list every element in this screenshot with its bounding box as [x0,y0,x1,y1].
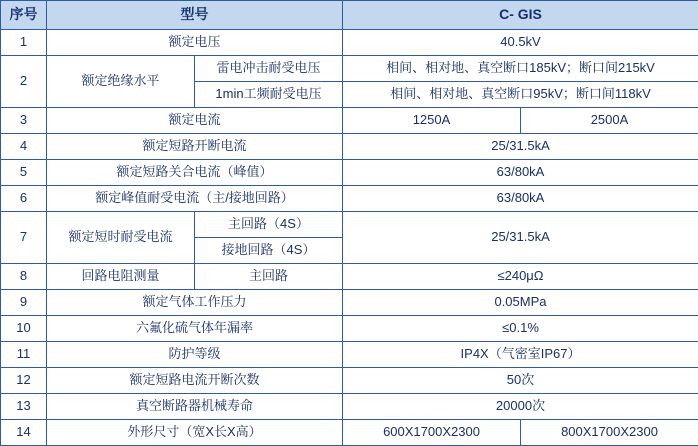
row-value: 相间、相对地、真空断口185kV；断口间215kV [343,56,698,82]
row-label: 额定短路电流开断次数 [47,368,343,394]
table-row [1,290,698,316]
table-row [1,134,698,160]
row-value: 相间、相对地、真空断口95kV；断口间118kV [343,82,698,108]
row-label: 额定气体工作压力 [47,290,343,316]
row-label: 防护等级 [47,342,343,368]
row-index: 6 [1,186,47,212]
row-value: 1250A [343,108,521,134]
row-label: 外形尺寸（宽X长X高） [47,420,343,446]
row-sublabel: 1min工频耐受电压 [195,82,343,108]
row-label: 额定短路开断电流 [47,134,343,160]
table-row [1,212,698,238]
column-header-cgis: C- GIS [343,1,698,30]
row-label: 额定电流 [47,108,343,134]
row-value: ≤240μΩ [343,264,698,290]
table-row [1,56,698,82]
row-value: 0.05MPa [343,290,698,316]
row-index: 12 [1,368,47,394]
table-row [1,186,698,212]
row-sublabel: 主回路 [195,264,343,290]
table-row [1,368,698,394]
row-index: 13 [1,394,47,420]
row-sublabel: 接地回路（4S） [195,238,343,264]
row-sublabel: 主回路（4S） [195,212,343,238]
table-header [1,1,698,30]
row-label: 额定短路关合电流（峰值） [47,160,343,186]
row-index: 11 [1,342,47,368]
row-index: 5 [1,160,47,186]
row-value: ≤0.1% [343,316,698,342]
row-value: 63/80kA [343,160,698,186]
table-row [1,394,698,420]
row-value: 50次 [343,368,698,394]
table-row [1,108,698,134]
row-label: 回路电阻测量 [47,264,195,290]
column-header-model: 型号 [47,1,343,30]
row-label: 额定峰值耐受电流（主/接地回路） [47,186,343,212]
row-label: 真空断路器机械寿命 [47,394,343,420]
row-value: IP4X（气密室IP67） [343,342,698,368]
row-value: 600X1700X2300 [343,420,521,446]
table-row [1,342,698,368]
row-index: 3 [1,108,47,134]
row-value: 25/31.5kA [343,134,698,160]
row-index: 9 [1,290,47,316]
table-row [1,160,698,186]
table-row [1,420,698,446]
row-label: 六氟化硫气体年漏率 [47,316,343,342]
row-value: 40.5kV [343,30,698,56]
row-index: 10 [1,316,47,342]
row-label: 额定电压 [47,30,343,56]
column-header-index: 序号 [1,1,47,30]
row-index: 14 [1,420,47,446]
row-label: 额定绝缘水平 [47,56,195,108]
table-row [1,316,698,342]
row-index: 7 [1,212,47,264]
row-value: 800X1700X2300 [521,420,698,446]
row-sublabel: 雷电冲击耐受电压 [195,56,343,82]
row-label: 额定短时耐受电流 [47,212,195,264]
row-value: 25/31.5kA [343,212,698,264]
table-row [1,30,698,56]
row-index: 8 [1,264,47,290]
row-index: 4 [1,134,47,160]
table-row [1,264,698,290]
table-body [1,30,698,446]
row-value: 20000次 [343,394,698,420]
row-index: 1 [1,30,47,56]
row-value: 63/80kA [343,186,698,212]
table-header-row [1,1,698,30]
row-value: 2500A [521,108,698,134]
row-index: 2 [1,56,47,108]
